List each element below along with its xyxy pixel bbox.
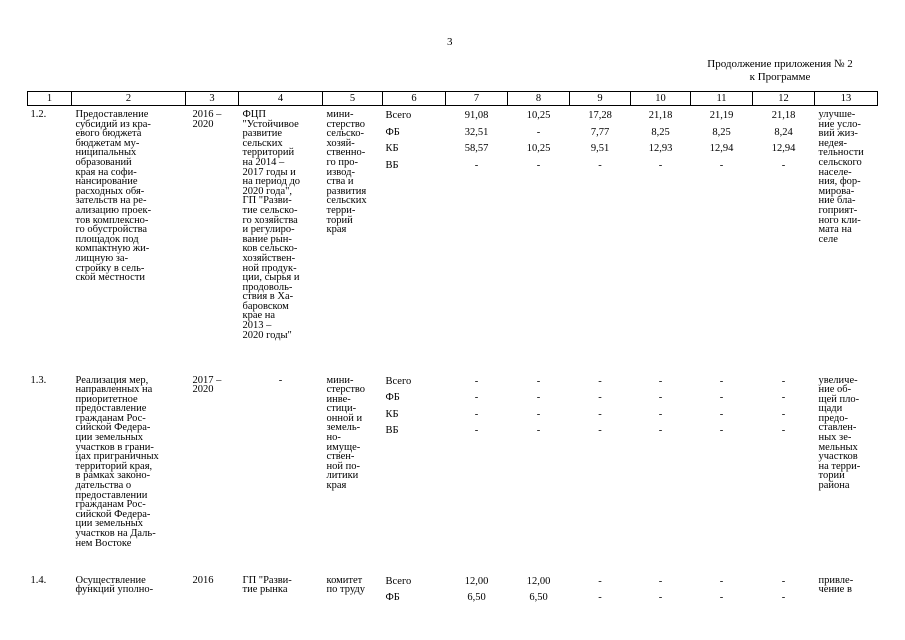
row-number: 1.3. (30, 374, 47, 386)
cell-value: - (536, 392, 541, 403)
cell-value: - (781, 425, 786, 436)
cell-value: - (536, 375, 541, 387)
cell-value: - (781, 408, 786, 420)
cell-value: 8,25 (651, 126, 670, 138)
cell-value: - (719, 375, 724, 387)
cell-value: - (719, 592, 724, 603)
program-table (27, 91, 878, 612)
column-number: 8 (508, 92, 570, 106)
col8-values (508, 372, 570, 572)
period: 2016 – 2020 (192, 109, 222, 130)
column-number: 1 (28, 92, 72, 106)
cell-value: - (536, 425, 541, 436)
appendix-header-line2: к Программе (749, 71, 811, 83)
cell-value: 6,50 (467, 592, 486, 603)
cell-value: - (474, 408, 479, 420)
cell-value: 6,50 (529, 592, 548, 603)
cell-value: - (536, 408, 541, 420)
measure-name: Осуществление функций уполно- (75, 574, 154, 596)
executor: мини- стерство инве- стици- онной и земель- но- имуще- ствен- ной по- литики края (326, 374, 366, 492)
row-number: 1.2. (30, 109, 47, 120)
cell-value: - (474, 425, 479, 436)
cell-value: - (781, 375, 786, 387)
cell-value: 58,57 (464, 143, 489, 154)
cell-value: - (598, 408, 602, 420)
col7-values (446, 572, 508, 612)
cell-value: - (658, 575, 663, 587)
source-label: Всего (385, 110, 412, 121)
col12-values (753, 372, 815, 572)
cell-value: - (598, 425, 602, 436)
cell-value: - (781, 159, 786, 171)
cell-value: - (536, 126, 541, 138)
cell-value: - (598, 375, 602, 387)
col9-values (570, 106, 631, 372)
appendix-header-line1: Продолжение приложения № 2 (707, 58, 853, 70)
column-number: 3 (186, 92, 239, 106)
cell-value: - (781, 592, 786, 603)
table-row (28, 572, 878, 612)
expected-result: улучше- ние усло- вий жиз- недея- тельности сельского населе- ния, фор- мирова- ние бла- гоприят- ного кли- мата на селе (818, 109, 864, 245)
cell-value: - (781, 575, 786, 587)
column-number: 12 (753, 92, 815, 106)
funding-sources (383, 106, 446, 372)
source-label: ФБ (385, 592, 400, 603)
expected-result: привле- чение в (818, 574, 854, 596)
cell-value: - (598, 159, 602, 171)
measure-name: Предоставление субсидий из кра- евого бюджета бюджетам му- ниципальных образований края на софи- нансирование расходных обя- зательств на ре- ализацию проек- тов комплексно- го обустройства площадок под компактную жи- лищную за- стройку в сель- ской местности (75, 109, 152, 284)
cell-value: 8,25 (712, 126, 731, 138)
cell-value: 21,19 (709, 110, 734, 121)
column-number: 13 (815, 92, 878, 106)
measure-name: Реализация мер, направленных на приоритетное предоставление гражданам Рос- сийской Федера- ции земельных участков в грани- цах приграничных территорий края, в рамках законо- дательства о предоставлении гражданам Рос- сийской Федера- ции земельных участков на Даль- нем Востоке (75, 374, 159, 549)
cell-value: - (719, 575, 724, 587)
cell-value: 21,18 (648, 110, 673, 121)
col8-values (508, 572, 570, 612)
program-name: - (278, 374, 283, 386)
cell-value: 9,51 (590, 143, 610, 154)
column-number: 6 (383, 92, 446, 106)
source-label: ФБ (385, 392, 400, 403)
col10-values (631, 572, 691, 612)
col12-values (753, 106, 815, 372)
cell-value: 7,77 (590, 126, 610, 138)
cell-value: - (474, 159, 479, 171)
cell-value: - (658, 392, 663, 403)
cell-value: - (719, 392, 724, 403)
col7-values (446, 106, 508, 372)
cell-value: - (719, 159, 724, 171)
cell-value: - (536, 159, 541, 171)
executor: мини- стерство сельско- хозяй- ственно- го про- извод- ства и развития сельских терри- торий края (326, 109, 367, 236)
column-number: 4 (239, 92, 323, 106)
cell-value: 10,25 (526, 143, 551, 154)
cell-value: 12,94 (709, 143, 734, 154)
cell-value: - (598, 392, 602, 403)
col10-values (631, 372, 691, 572)
column-number: 9 (570, 92, 631, 106)
source-label: ВБ (385, 425, 399, 436)
cell-value: - (598, 592, 602, 603)
cell-value: 12,00 (526, 575, 551, 587)
cell-value: - (474, 375, 479, 387)
period: 2016 (192, 574, 214, 586)
cell-value: 12,94 (771, 143, 796, 154)
cell-value: 10,25 (526, 110, 551, 121)
funding-sources (383, 572, 446, 612)
source-label: КБ (385, 408, 399, 420)
col11-values (691, 372, 753, 572)
cell-value: - (658, 159, 663, 171)
cell-value: 8,24 (774, 126, 793, 138)
cell-value: 17,28 (588, 110, 612, 121)
cell-value: 12,93 (648, 143, 673, 154)
source-label: Всего (385, 375, 412, 387)
col12-values (753, 572, 815, 612)
column-number: 2 (72, 92, 186, 106)
col7-values (446, 372, 508, 572)
cell-value: - (658, 375, 663, 387)
source-label: Всего (385, 575, 412, 587)
cell-value: - (719, 408, 724, 420)
col10-values (631, 106, 691, 372)
column-number: 5 (323, 92, 383, 106)
table-row (28, 372, 878, 572)
column-number: 11 (691, 92, 753, 106)
cell-value: 21,18 (771, 110, 796, 121)
appendix-header (680, 58, 880, 84)
source-label: ФБ (385, 126, 400, 138)
source-label: КБ (385, 143, 399, 154)
col9-values (570, 572, 631, 612)
cell-value: - (781, 392, 786, 403)
cell-value: 32,51 (464, 126, 489, 138)
cell-value: 12,00 (464, 575, 489, 587)
program-name: ФЦП "Устойчивое развитие сельских территорий на 2014 – 2017 годы и на период до 2020 года", ГП "Разви- тие сельско- го хозяйства и регулиро- вание рын- ков сельско- хозяйствен- ной продук- ции, сырья и продоволь- ствия в Ха- баровском крае на 2013 – 2020 годы" (242, 109, 301, 341)
funding-sources (383, 372, 446, 572)
cell-value: - (474, 392, 479, 403)
column-number-row (28, 92, 878, 106)
col11-values (691, 106, 753, 372)
period: 2017 – 2020 (192, 374, 222, 396)
cell-value: - (719, 425, 724, 436)
program-name: ГП "Разви- тие рынка (242, 574, 292, 596)
table-row (28, 106, 878, 372)
page-number: 3 (447, 36, 453, 48)
cell-value: - (598, 575, 602, 587)
col8-values (508, 106, 570, 372)
source-label: ВБ (385, 159, 399, 171)
column-number: 7 (446, 92, 508, 106)
cell-value: 91,08 (464, 110, 489, 121)
cell-value: - (658, 408, 663, 420)
cell-value: - (658, 592, 663, 603)
expected-result: увеличе- ние об- щей пло- щади предо- ставлен- ных зе- мельных участков на терри- тории района (818, 374, 861, 492)
cell-value: - (658, 425, 663, 436)
col11-values (691, 572, 753, 612)
row-number: 1.4. (30, 574, 47, 586)
column-number: 10 (631, 92, 691, 106)
col9-values (570, 372, 631, 572)
executor: комитет по труду (326, 574, 366, 596)
